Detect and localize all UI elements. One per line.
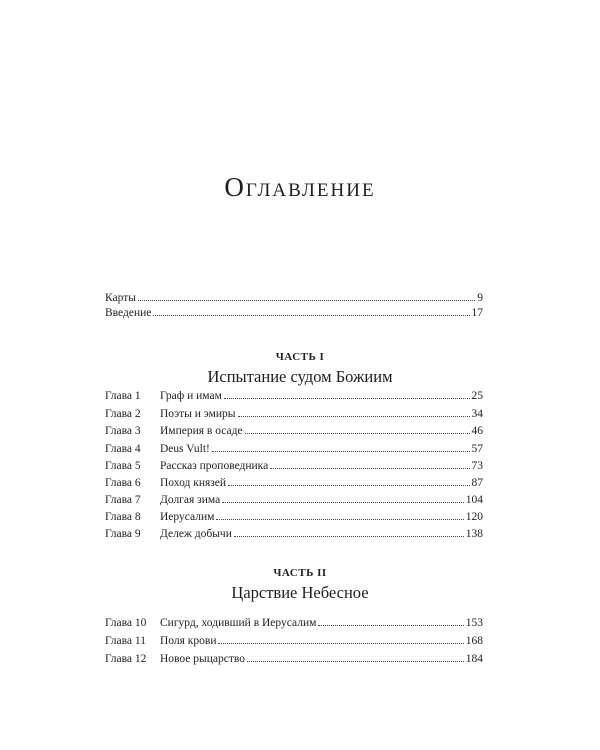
dot-leader bbox=[245, 432, 470, 434]
part-label: ЧАСТЬ II bbox=[273, 567, 327, 579]
chapter-page: 34 bbox=[471, 408, 483, 420]
chapter-page: 153 bbox=[465, 617, 483, 629]
dot-leader bbox=[224, 397, 470, 399]
chapter-number: Глава 9 bbox=[105, 528, 141, 540]
chapter-number: Глава 8 bbox=[105, 511, 141, 523]
toc-chapter[interactable] bbox=[105, 459, 483, 474]
chapter-number: Глава 5 bbox=[105, 460, 141, 472]
toc-chapter[interactable] bbox=[105, 616, 483, 631]
entry-label: Введение bbox=[105, 307, 152, 319]
chapter-number: Глава 3 bbox=[105, 425, 141, 437]
chapter-page: 87 bbox=[471, 477, 483, 489]
chapter-page: 120 bbox=[465, 511, 483, 523]
page-title: Оглавление bbox=[224, 172, 376, 202]
dot-leader bbox=[216, 518, 463, 520]
chapter-title: Новое рыцарство bbox=[160, 653, 245, 665]
part-label: ЧАСТЬ I bbox=[275, 351, 325, 363]
toc-chapter[interactable] bbox=[105, 389, 483, 404]
dot-leader bbox=[222, 501, 464, 503]
chapter-number: Глава 10 bbox=[105, 617, 147, 629]
chapter-title: Поэты и эмиры bbox=[160, 408, 236, 420]
chapter-number: Глава 6 bbox=[105, 477, 141, 489]
chapter-title: Поход князей bbox=[160, 477, 227, 489]
chapter-page: 168 bbox=[465, 635, 483, 647]
dot-leader bbox=[234, 535, 464, 537]
part-title: Испытание судом Божиим bbox=[207, 367, 393, 386]
dot-leader bbox=[318, 624, 463, 626]
chapter-page: 46 bbox=[471, 425, 483, 437]
toc-chapter[interactable] bbox=[105, 424, 483, 439]
toc-chapter[interactable] bbox=[105, 634, 483, 649]
chapter-number: Глава 4 bbox=[105, 443, 141, 455]
chapter-page: 104 bbox=[465, 494, 483, 506]
chapter-page: 184 bbox=[465, 653, 483, 665]
chapter-title: Империя в осаде bbox=[160, 425, 243, 437]
chapter-title: Поля крови bbox=[160, 635, 217, 647]
toc-entry-introduction[interactable] bbox=[105, 306, 483, 321]
toc-chapter[interactable] bbox=[105, 493, 483, 508]
dot-leader bbox=[247, 660, 464, 662]
chapter-title: Рассказ проповедника bbox=[160, 460, 269, 472]
toc-chapter[interactable] bbox=[105, 442, 483, 457]
chapter-number: Глава 2 bbox=[105, 408, 141, 420]
dot-leader bbox=[212, 450, 470, 452]
chapter-title: Дележ добычи bbox=[160, 528, 232, 540]
chapter-title: Граф и имам bbox=[160, 390, 222, 402]
entry-label: Карты bbox=[105, 292, 136, 304]
dot-leader bbox=[138, 299, 475, 301]
chapter-title: Сигурд, ходивший в Иерусалим bbox=[160, 617, 317, 629]
dot-leader bbox=[228, 484, 469, 486]
chapter-number: Глава 1 bbox=[105, 390, 141, 402]
chapter-number: Глава 12 bbox=[105, 653, 147, 665]
dot-leader bbox=[270, 467, 469, 469]
dot-leader bbox=[238, 415, 470, 417]
chapter-title: Deus Vult! bbox=[160, 443, 210, 455]
toc-chapter[interactable] bbox=[105, 527, 483, 542]
chapter-page: 25 bbox=[471, 390, 483, 402]
chapter-number: Глава 11 bbox=[105, 635, 146, 647]
chapter-page: 57 bbox=[471, 443, 483, 455]
toc-chapter[interactable] bbox=[105, 652, 483, 667]
chapter-page: 73 bbox=[471, 460, 483, 472]
entry-page: 17 bbox=[471, 307, 483, 319]
toc-chapter[interactable] bbox=[105, 510, 483, 525]
chapter-title: Иерусалим bbox=[160, 511, 215, 523]
toc-chapter[interactable] bbox=[105, 476, 483, 491]
part-title: Царствие Небесное bbox=[231, 583, 369, 602]
dot-leader bbox=[153, 314, 469, 316]
toc-chapter[interactable] bbox=[105, 407, 483, 422]
chapter-title: Долгая зима bbox=[160, 494, 221, 506]
chapter-page: 138 bbox=[465, 528, 483, 540]
toc-entry-maps[interactable] bbox=[105, 291, 483, 306]
chapter-number: Глава 7 bbox=[105, 494, 141, 506]
dot-leader bbox=[218, 642, 463, 644]
entry-page: 9 bbox=[477, 292, 483, 304]
